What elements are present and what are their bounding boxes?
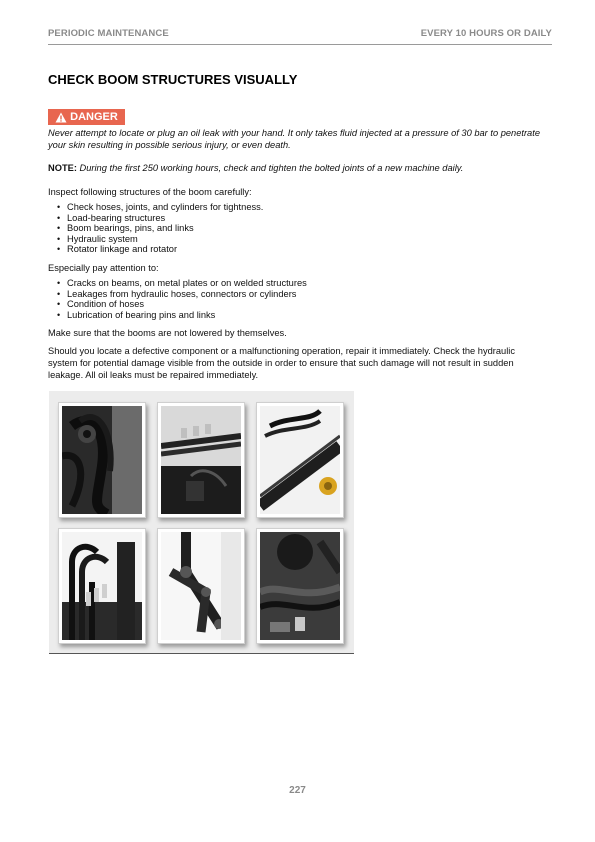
page-number: 227 — [289, 785, 306, 796]
lowering-paragraph: Make sure that the booms are not lowered by themselves. — [48, 328, 287, 338]
note-paragraph — [48, 162, 543, 174]
photo-panel — [49, 391, 354, 654]
boom-joint-hoses-photo — [256, 528, 344, 644]
list-item: • Leakages from hydraulic hoses, connectors or cylinders — [48, 289, 528, 300]
list-item: • Boom bearings, pins, and links — [48, 223, 528, 234]
inspect-intro: Inspect following structures of the boom carefully: — [48, 187, 252, 197]
list-item: • Rotator linkage and rotator — [48, 244, 528, 255]
danger-text: Never attempt to locate or plug an oil leak with your hand. It only takes fluid injected at a pressure of 30 bar to penetrate your skin resulting in possible serious injury, or even death. — [48, 128, 540, 150]
hydraulic-fittings-photo — [58, 528, 146, 644]
attention-intro: Especially pay attention to: — [48, 263, 159, 273]
boom-hoses-photo — [58, 402, 146, 518]
repair-paragraph: Should you locate a defective component or a malfunctioning operation, repair it immediately. Check the hydraulic system for potential damage visible from the outside in order to ensure that such damage will not result in sudden leakage. All oil leaks must be repaired immediately. — [48, 346, 515, 380]
header-section-title: PERIODIC MAINTENANCE — [48, 28, 169, 39]
boom-linkage-photo — [157, 528, 245, 644]
list-item: • Cracks on beams, on metal plates or on welded structures — [48, 278, 528, 289]
note-text: During the first 250 working hours, check and tighten the bolted joints of a new machine daily. — [79, 163, 464, 173]
boom-rotator-photo — [256, 402, 344, 518]
page-title: CHECK BOOM STRUCTURES VISUALLY — [48, 72, 298, 87]
list-item: • Load-bearing structures — [48, 213, 528, 224]
list-item: • Check hoses, joints, and cylinders for tightness. — [48, 202, 528, 213]
warning-triangle-icon — [55, 112, 67, 123]
list-item: • Condition of hoses — [48, 299, 528, 310]
boom-hose-connectors-photo — [157, 402, 245, 518]
attention-list — [48, 278, 528, 320]
danger-label: DANGER — [70, 111, 118, 123]
page-header — [48, 28, 552, 45]
list-item: • Lubrication of bearing pins and links — [48, 310, 528, 321]
danger-badge — [48, 109, 125, 125]
inspect-list — [48, 202, 528, 255]
list-item: • Hydraulic system — [48, 234, 528, 245]
header-interval: EVERY 10 HOURS OR DAILY — [420, 28, 552, 39]
note-label: NOTE: — [48, 163, 77, 173]
